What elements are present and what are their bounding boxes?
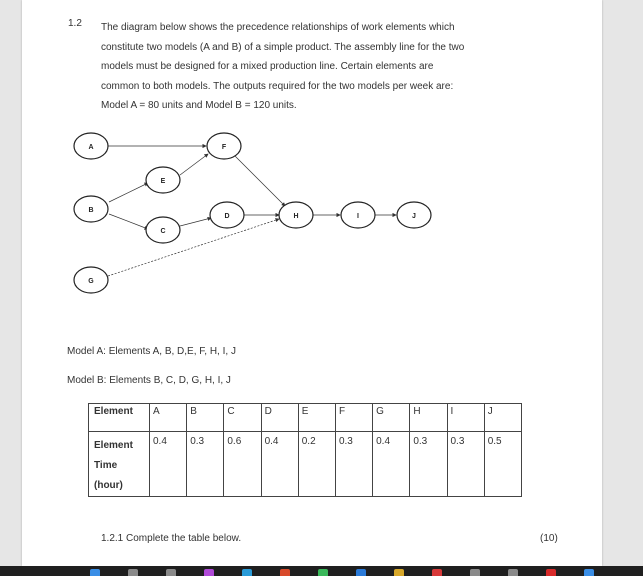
taskbar-app-icon[interactable] — [394, 569, 404, 576]
taskbar-app-icon[interactable] — [128, 569, 138, 576]
node-i-label: I — [357, 213, 359, 220]
taskbar-app-icon[interactable] — [356, 569, 366, 576]
question-line: common to both models. The outputs required for the two models per week are: — [101, 80, 454, 92]
marks-label: (10) — [540, 533, 558, 544]
table-cell: J — [484, 404, 521, 432]
element-time-table — [88, 403, 522, 497]
table-cell: 0.4 — [373, 432, 410, 497]
edge-b-c — [109, 214, 148, 229]
node-i — [341, 202, 375, 228]
taskbar-app-icon[interactable] — [242, 569, 252, 576]
question-line: constitute two models (A and B) of a simple product. The assembly line for the two — [101, 41, 465, 53]
document-page — [22, 0, 602, 566]
taskbar — [0, 566, 643, 576]
table-cell: D — [261, 404, 298, 432]
time-label-line: Element — [94, 440, 133, 451]
node-a — [74, 133, 108, 159]
table-cell: A — [150, 404, 187, 432]
table-cell: E — [298, 404, 335, 432]
time-label-line: Time — [94, 460, 118, 471]
precedence-diagram — [22, 0, 602, 310]
table-cell: B — [187, 404, 224, 432]
table-cell: H — [410, 404, 447, 432]
node-j-label: J — [412, 213, 416, 220]
node-f — [207, 133, 241, 159]
taskbar-app-icon[interactable] — [90, 569, 100, 576]
table-cell: 0.3 — [187, 432, 224, 497]
taskbar-app-icon[interactable] — [318, 569, 328, 576]
table-cell: 0.5 — [484, 432, 521, 497]
edge-g-h — [108, 219, 279, 276]
edge-e-f — [180, 154, 208, 175]
table-cell: 0.6 — [224, 432, 261, 497]
edge-b-e — [109, 183, 148, 202]
model-a-elements: Model A: Elements A, B, D,E, F, H, I, J — [67, 346, 236, 357]
node-h — [279, 202, 313, 228]
question-line: The diagram below shows the precedence relationships of work elements which — [101, 22, 455, 33]
node-d-label: D — [224, 213, 230, 220]
table-cell: 0.4 — [261, 432, 298, 497]
table-cell: 0.3 — [410, 432, 447, 497]
taskbar-app-icon[interactable] — [432, 569, 442, 576]
table-cell: 0.3 — [447, 432, 484, 497]
taskbar-app-icon[interactable] — [280, 569, 290, 576]
question-number: 1.2 — [68, 18, 82, 29]
subquestion-text: 1.2.1 Complete the table below. — [101, 533, 242, 544]
taskbar-app-icon[interactable] — [546, 569, 556, 576]
header-label: Element — [89, 404, 150, 432]
taskbar-app-icon[interactable] — [204, 569, 214, 576]
table-header-row — [89, 404, 522, 432]
table-cell: 0.4 — [150, 432, 187, 497]
question-line: Model A = 80 units and Model B = 120 units. — [101, 100, 297, 111]
table-cell: 0.2 — [298, 432, 335, 497]
node-j — [397, 202, 431, 228]
question-line: models must be designed for a mixed production line. Certain elements are — [101, 61, 434, 72]
edge-c-d — [180, 218, 211, 226]
node-c — [146, 217, 180, 243]
node-a-label: A — [88, 144, 94, 151]
node-c-label: C — [160, 228, 166, 235]
table-cell: F — [335, 404, 372, 432]
table-time-row — [89, 432, 522, 497]
table-cell: I — [447, 404, 484, 432]
node-g-label: G — [88, 278, 94, 285]
taskbar-app-icon[interactable] — [584, 569, 594, 576]
node-f-label: F — [221, 144, 227, 151]
model-b-elements: Model B: Elements B, C, D, G, H, I, J — [67, 375, 231, 386]
time-label-line: (hour) — [94, 480, 123, 491]
node-h-label: H — [293, 213, 299, 220]
edge-f-h — [234, 155, 285, 206]
node-g — [74, 267, 108, 293]
taskbar-app-icon[interactable] — [470, 569, 480, 576]
node-d — [210, 202, 244, 228]
node-e-label: E — [160, 178, 166, 185]
table-cell: 0.3 — [335, 432, 372, 497]
taskbar-app-icon[interactable] — [508, 569, 518, 576]
time-label — [89, 432, 150, 497]
taskbar-app-icon[interactable] — [166, 569, 176, 576]
node-b-label: B — [88, 207, 94, 214]
table-cell: G — [373, 404, 410, 432]
node-e — [146, 167, 180, 193]
node-b — [74, 196, 108, 222]
table-cell: C — [224, 404, 261, 432]
